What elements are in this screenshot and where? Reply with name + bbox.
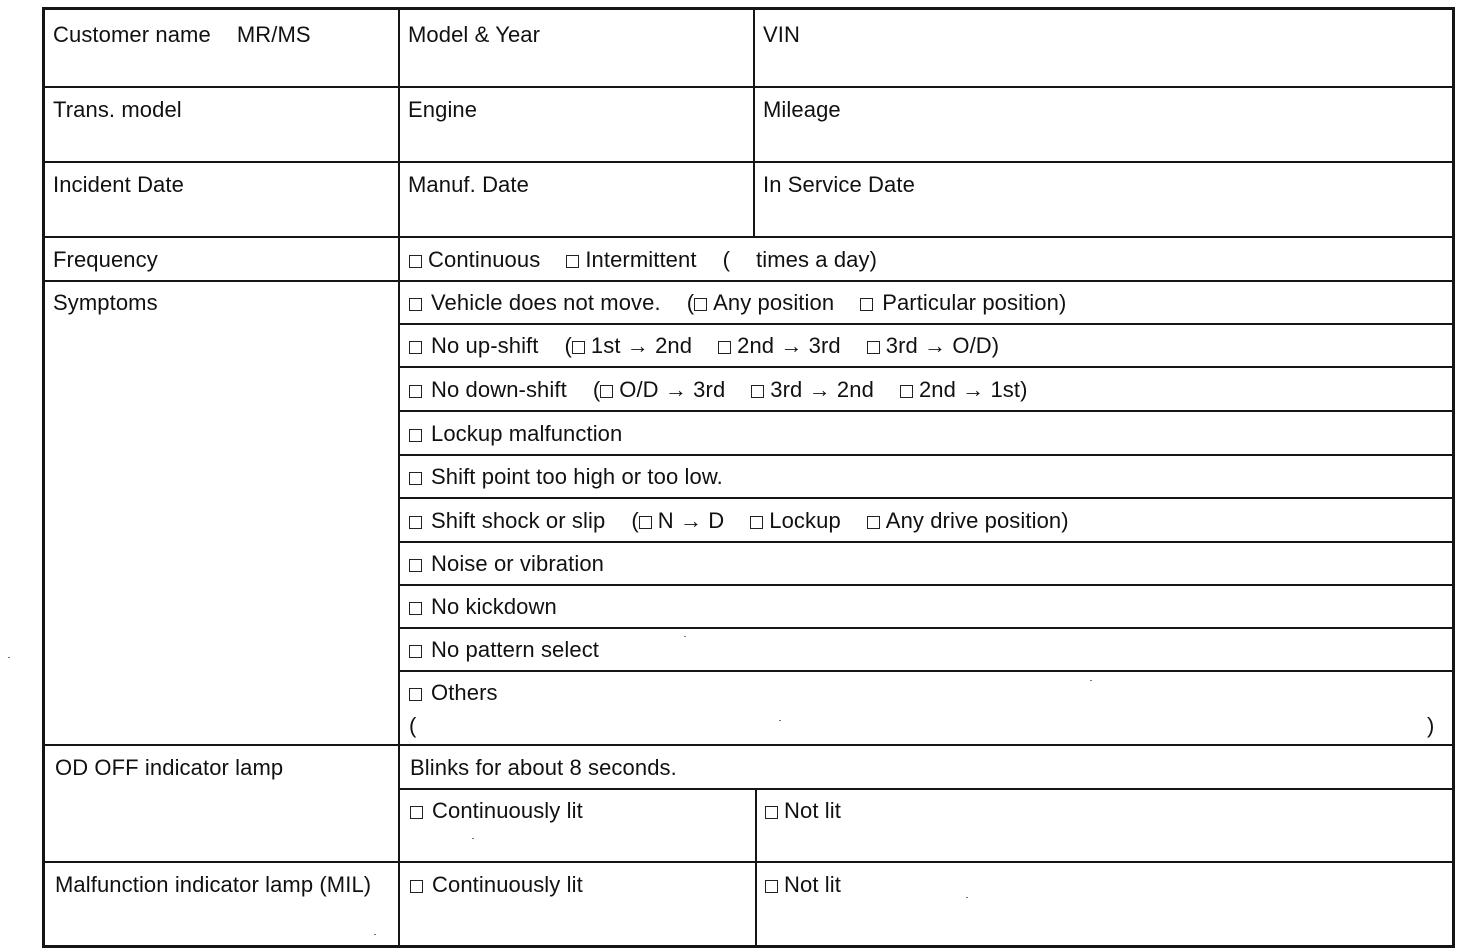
no-upshift-checkbox[interactable] bbox=[409, 341, 422, 354]
scan-speck bbox=[684, 636, 686, 637]
continuous-checkbox[interactable] bbox=[409, 255, 422, 268]
mileage-label: Mileage bbox=[763, 97, 841, 122]
row-divider bbox=[400, 497, 1452, 499]
downshift-2nd-1st-checkbox[interactable] bbox=[900, 385, 913, 398]
row-divider bbox=[42, 744, 1452, 746]
shock-any-drive-checkbox[interactable] bbox=[867, 516, 880, 529]
symptom-vehicle-not-move: Vehicle does not move. ( Any position Particular position) bbox=[409, 290, 1066, 316]
row-divider bbox=[400, 323, 1452, 325]
intermittent-label: Intermittent bbox=[585, 247, 697, 272]
vehicle-not-move-checkbox[interactable] bbox=[409, 298, 422, 311]
row-divider bbox=[400, 366, 1452, 368]
row-divider bbox=[400, 410, 1452, 412]
symptom-no-pattern: No pattern select bbox=[409, 637, 599, 663]
upshift-2nd-3rd-checkbox[interactable] bbox=[718, 341, 731, 354]
symptom-shift-point: Shift point too high or too low. bbox=[409, 464, 723, 490]
shock-n-d-checkbox[interactable] bbox=[639, 516, 652, 529]
mil-continuously-lit: Continuously lit bbox=[410, 872, 583, 898]
row-divider bbox=[42, 86, 1452, 88]
times-open-paren: ( bbox=[722, 247, 730, 272]
no-downshift-checkbox[interactable] bbox=[409, 385, 422, 398]
in-service-date-label: In Service Date bbox=[763, 172, 915, 197]
incident-date-label: Incident Date bbox=[53, 172, 184, 197]
row-divider bbox=[400, 788, 1452, 790]
customer-name-label: Customer name MR/MS bbox=[53, 22, 311, 47]
row-divider bbox=[400, 584, 1452, 586]
no-kickdown-checkbox[interactable] bbox=[409, 602, 422, 615]
column-divider bbox=[755, 788, 757, 945]
od-off-not-lit: Not lit bbox=[765, 798, 841, 824]
manuf-date-label: Manuf. Date bbox=[408, 172, 529, 197]
noise-checkbox[interactable] bbox=[409, 559, 422, 572]
row-divider bbox=[400, 627, 1452, 629]
vin-label: VIN bbox=[763, 22, 800, 47]
od-off-blinks: Blinks for about 8 seconds. bbox=[410, 755, 677, 780]
shift-shock-checkbox[interactable] bbox=[409, 516, 422, 529]
mil-label: Malfunction indicator lamp (MIL) bbox=[55, 872, 372, 897]
intermittent-checkbox[interactable] bbox=[566, 255, 579, 268]
symptom-no-downshift: No down-shift ( O/D → 3rd 3rd → 2nd 2nd → 1st) bbox=[409, 377, 1028, 403]
od-off-continuously-lit-checkbox[interactable] bbox=[410, 806, 423, 819]
row-divider bbox=[42, 280, 1452, 282]
symptom-lockup-malfunction: Lockup malfunction bbox=[409, 421, 622, 447]
symptom-shift-shock: Shift shock or slip ( N → D Lockup Any drive position) bbox=[409, 508, 1069, 534]
engine-label: Engine bbox=[408, 97, 478, 122]
row-divider bbox=[400, 670, 1452, 672]
particular-position-checkbox[interactable] bbox=[860, 298, 873, 311]
row-divider bbox=[42, 861, 1452, 863]
od-off-label: OD OFF indicator lamp bbox=[55, 755, 284, 780]
row-divider bbox=[42, 161, 1452, 163]
downshift-3rd-2nd-checkbox[interactable] bbox=[751, 385, 764, 398]
shift-point-checkbox[interactable] bbox=[409, 472, 422, 485]
symptom-noise: Noise or vibration bbox=[409, 551, 604, 577]
upshift-1st-2nd-checkbox[interactable] bbox=[572, 341, 585, 354]
frequency-options bbox=[409, 247, 877, 273]
row-divider bbox=[42, 236, 1452, 238]
form-border bbox=[42, 7, 1455, 948]
model-year-label: Model & Year bbox=[408, 22, 541, 47]
od-off-continuously-lit: Continuously lit bbox=[410, 798, 583, 824]
symptom-no-upshift: No up-shift ( 1st → 2nd 2nd → 3rd 3rd → O/D) bbox=[409, 333, 999, 359]
scan-speck bbox=[8, 657, 10, 658]
scan-speck bbox=[374, 934, 376, 935]
others-close-paren: ) bbox=[1427, 713, 1435, 738]
scan-speck bbox=[1090, 680, 1092, 681]
row-divider bbox=[400, 541, 1452, 543]
no-pattern-checkbox[interactable] bbox=[409, 645, 422, 658]
symptoms-label: Symptoms bbox=[53, 290, 158, 315]
times-a-day-label: times a day) bbox=[756, 247, 878, 272]
any-position-checkbox[interactable] bbox=[694, 298, 707, 311]
lockup-malfunction-checkbox[interactable] bbox=[409, 429, 422, 442]
symptom-others: Others bbox=[409, 680, 498, 706]
scan-speck bbox=[779, 720, 781, 721]
frequency-label: Frequency bbox=[53, 247, 158, 272]
continuous-label: Continuous bbox=[428, 247, 541, 272]
trans-model-label: Trans. model bbox=[53, 97, 182, 122]
downshift-od-3rd-checkbox[interactable] bbox=[600, 385, 613, 398]
column-divider bbox=[398, 7, 400, 945]
mil-not-lit-checkbox[interactable] bbox=[765, 880, 778, 893]
mil-not-lit: Not lit bbox=[765, 872, 841, 898]
od-off-not-lit-checkbox[interactable] bbox=[765, 806, 778, 819]
scan-speck bbox=[966, 897, 968, 898]
upshift-3rd-od-checkbox[interactable] bbox=[867, 341, 880, 354]
others-checkbox[interactable] bbox=[409, 688, 422, 701]
mil-continuously-lit-checkbox[interactable] bbox=[410, 880, 423, 893]
column-divider bbox=[753, 7, 755, 238]
scan-speck bbox=[472, 838, 474, 839]
symptom-no-kickdown: No kickdown bbox=[409, 594, 557, 620]
customer-title-label: MR/MS bbox=[236, 22, 311, 47]
others-open-paren: ( bbox=[409, 713, 417, 738]
row-divider bbox=[400, 454, 1452, 456]
shock-lockup-checkbox[interactable] bbox=[750, 516, 763, 529]
